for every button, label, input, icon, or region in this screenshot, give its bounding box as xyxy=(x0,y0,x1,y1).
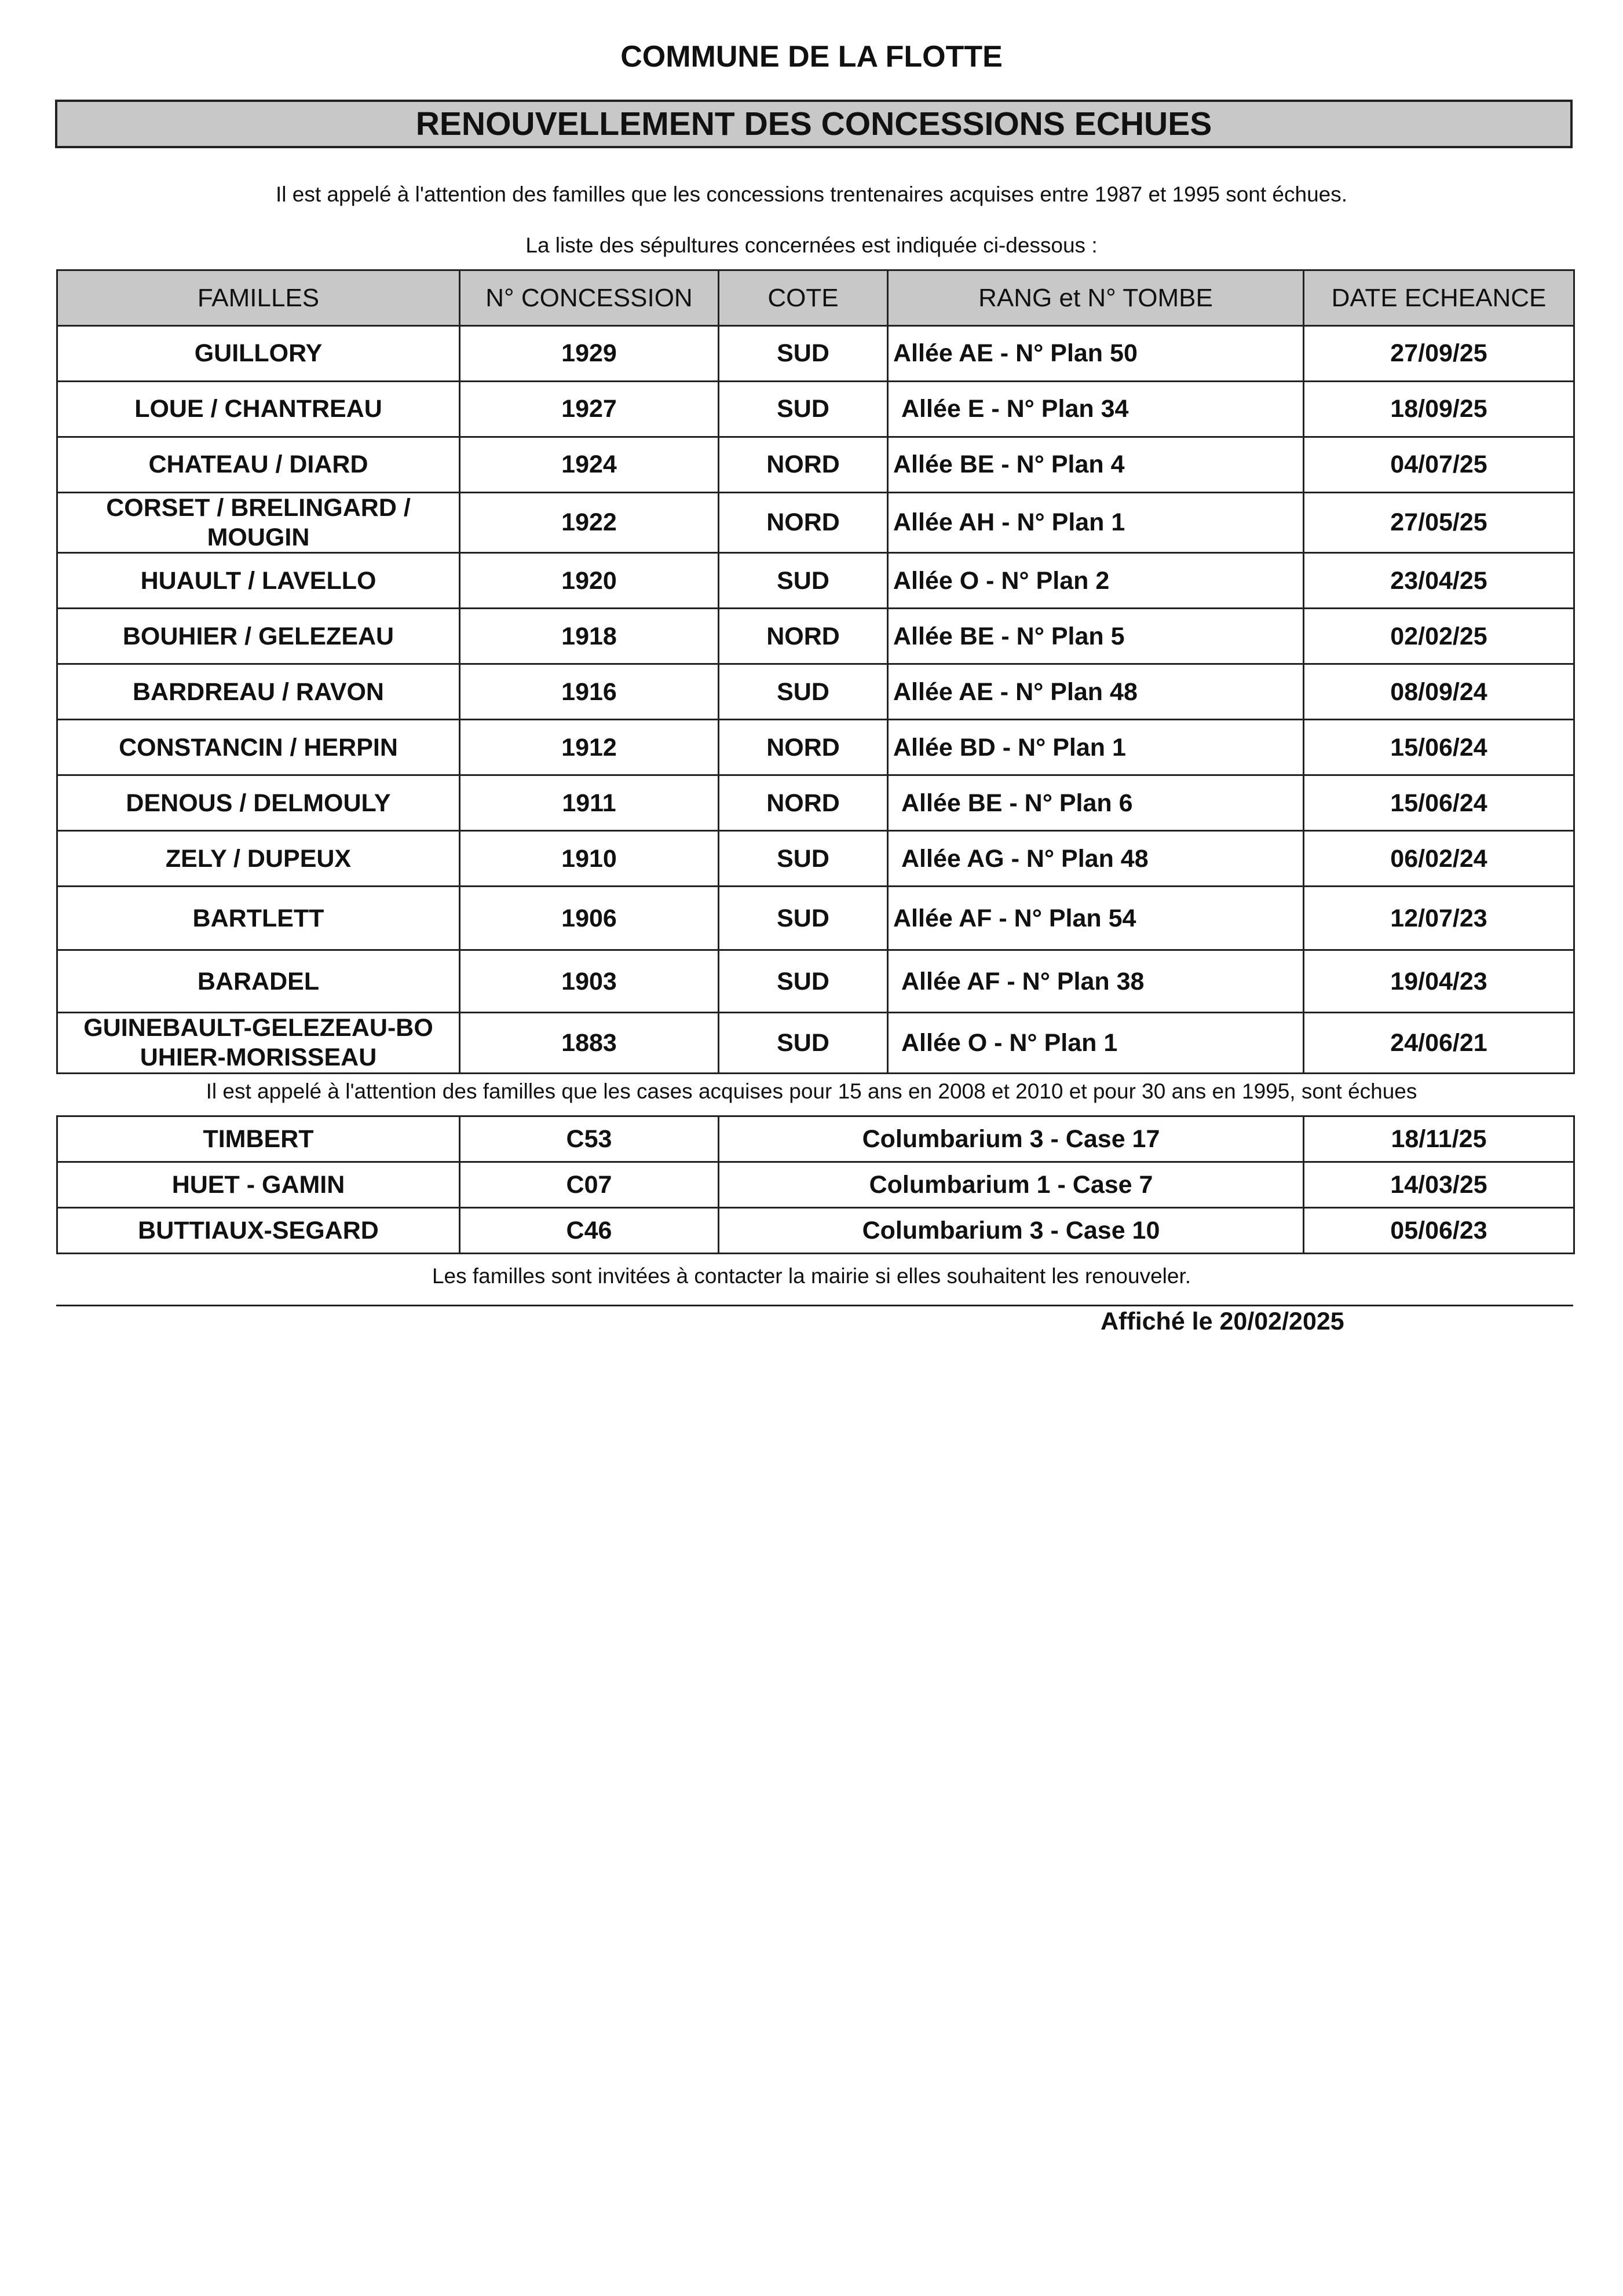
concession-number-cell: 1929 xyxy=(460,326,719,382)
date-echeance-cell: 15/06/24 xyxy=(1304,775,1574,831)
table-row xyxy=(57,1013,1574,1073)
concession-number-cell: 1911 xyxy=(460,775,719,831)
cote-cell: NORD xyxy=(719,775,888,831)
date-echeance-cell: 05/06/23 xyxy=(1304,1208,1574,1254)
table-row xyxy=(57,493,1574,553)
rang-tombe-cell: Allée BE - N° Plan 5 xyxy=(888,609,1304,664)
case-number-cell: C07 xyxy=(460,1162,719,1208)
family-cell: BARTLETT xyxy=(57,887,460,950)
case-number-cell: C53 xyxy=(460,1116,719,1162)
table-row xyxy=(57,1162,1574,1208)
cote-cell: NORD xyxy=(719,437,888,493)
document-title-banner xyxy=(55,100,1573,148)
cote-cell: NORD xyxy=(719,720,888,775)
concessions-header-row xyxy=(57,270,1574,326)
cote-cell: NORD xyxy=(719,609,888,664)
rang-tombe-cell: Allée AE - N° Plan 48 xyxy=(888,664,1304,720)
family-cell: CONSTANCIN / HERPIN xyxy=(57,720,460,775)
concession-number-cell: 1918 xyxy=(460,609,719,664)
table-row xyxy=(57,664,1574,720)
concession-number-cell: 1916 xyxy=(460,664,719,720)
concession-number-cell: 1927 xyxy=(460,382,719,437)
table-row xyxy=(57,775,1574,831)
table-row xyxy=(57,720,1574,775)
table-row xyxy=(57,382,1574,437)
concession-number-cell: 1924 xyxy=(460,437,719,493)
date-echeance-cell: 04/07/25 xyxy=(1304,437,1574,493)
family-cell: TIMBERT xyxy=(57,1116,460,1162)
column-header-cote: COTE xyxy=(719,270,888,326)
concession-number-cell: 1912 xyxy=(460,720,719,775)
case-number-cell: C46 xyxy=(460,1208,719,1254)
rang-tombe-cell: Allée AG - N° Plan 48 xyxy=(888,831,1304,887)
table-row xyxy=(57,326,1574,382)
concessions-table xyxy=(56,269,1575,1074)
posted-date: Affiché le 20/02/2025 xyxy=(1101,1308,1344,1335)
family-cell: CHATEAU / DIARD xyxy=(57,437,460,493)
family-cell: HUET - GAMIN xyxy=(57,1162,460,1208)
cote-cell: SUD xyxy=(719,382,888,437)
rang-tombe-cell: Allée O - N° Plan 1 xyxy=(888,1013,1304,1073)
table-row xyxy=(57,1116,1574,1162)
rang-tombe-cell: Allée O - N° Plan 2 xyxy=(888,553,1304,609)
column-header-familles: FAMILLES xyxy=(57,270,460,326)
table-row xyxy=(57,553,1574,609)
cote-cell: SUD xyxy=(719,326,888,382)
footer-divider xyxy=(56,1305,1573,1306)
intro-line-1: Il est appelé à l'attention des familles que les concessions trentenaires acquises entre 1987 et 1995 sont échues. xyxy=(276,182,1347,206)
rang-tombe-cell: Allée BD - N° Plan 1 xyxy=(888,720,1304,775)
rang-tombe-cell: Allée BE - N° Plan 6 xyxy=(888,775,1304,831)
date-echeance-cell: 06/02/24 xyxy=(1304,831,1574,887)
rang-tombe-cell: Allée AF - N° Plan 38 xyxy=(888,950,1304,1013)
columbarium-location-cell: Columbarium 3 - Case 10 xyxy=(719,1208,1304,1254)
concession-number-cell: 1906 xyxy=(460,887,719,950)
columbarium-location-cell: Columbarium 1 - Case 7 xyxy=(719,1162,1304,1208)
rang-tombe-cell: Allée AF - N° Plan 54 xyxy=(888,887,1304,950)
family-cell: GUILLORY xyxy=(57,326,460,382)
column-header-date-echeance: DATE ECHEANCE xyxy=(1304,270,1574,326)
family-cell: BARDREAU / RAVON xyxy=(57,664,460,720)
concession-number-cell: 1920 xyxy=(460,553,719,609)
cote-cell: SUD xyxy=(719,664,888,720)
date-echeance-cell: 23/04/25 xyxy=(1304,553,1574,609)
column-header-concession: N° CONCESSION xyxy=(460,270,719,326)
concession-number-cell: 1922 xyxy=(460,493,719,553)
family-cell: GUINEBAULT-GELEZEAU-BOUHIER-MORISSEAU xyxy=(57,1013,460,1073)
table-row xyxy=(57,609,1574,664)
family-cell: HUAULT / LAVELLO xyxy=(57,553,460,609)
concession-number-cell: 1903 xyxy=(460,950,719,1013)
date-echeance-cell: 12/07/23 xyxy=(1304,887,1574,950)
intro-line-2: La liste des sépultures concernées est indiquée ci-dessous : xyxy=(525,233,1098,257)
date-echeance-cell: 02/02/25 xyxy=(1304,609,1574,664)
rang-tombe-cell: Allée AE - N° Plan 50 xyxy=(888,326,1304,382)
family-cell: DENOUS / DELMOULY xyxy=(57,775,460,831)
table-row xyxy=(57,437,1574,493)
family-cell: BARADEL xyxy=(57,950,460,1013)
columbarium-location-cell: Columbarium 3 - Case 17 xyxy=(719,1116,1304,1162)
cote-cell: NORD xyxy=(719,493,888,553)
columbarium-notice: Il est appelé à l'attention des familles que les cases acquises pour 15 ans en 2008 et 2010 et pour 30 ans en 1995, sont échues xyxy=(206,1079,1417,1103)
family-cell: ZELY / DUPEUX xyxy=(57,831,460,887)
family-cell: CORSET / BRELINGARD / MOUGIN xyxy=(57,493,460,553)
table-row xyxy=(57,1208,1574,1254)
date-echeance-cell: 18/11/25 xyxy=(1304,1116,1574,1162)
date-echeance-cell: 15/06/24 xyxy=(1304,720,1574,775)
concession-number-cell: 1883 xyxy=(460,1013,719,1073)
table-row xyxy=(57,831,1574,887)
commune-title: COMMUNE DE LA FLOTTE xyxy=(620,40,1003,74)
family-cell: LOUE / CHANTREAU xyxy=(57,382,460,437)
renewal-invitation: Les familles sont invitées à contacter la mairie si elles souhaitent les renouveler. xyxy=(432,1264,1191,1288)
date-echeance-cell: 27/09/25 xyxy=(1304,326,1574,382)
table-row xyxy=(57,887,1574,950)
date-echeance-cell: 24/06/21 xyxy=(1304,1013,1574,1073)
cote-cell: SUD xyxy=(719,553,888,609)
rang-tombe-cell: Allée BE - N° Plan 4 xyxy=(888,437,1304,493)
cote-cell: SUD xyxy=(719,887,888,950)
column-header-rang-tombe: RANG et N° TOMBE xyxy=(888,270,1304,326)
date-echeance-cell: 08/09/24 xyxy=(1304,664,1574,720)
columbarium-table xyxy=(56,1115,1575,1254)
rang-tombe-cell: Allée AH - N° Plan 1 xyxy=(888,493,1304,553)
document-title: RENOUVELLEMENT DES CONCESSIONS ECHUES xyxy=(415,105,1212,142)
cote-cell: SUD xyxy=(719,950,888,1013)
table-row xyxy=(57,950,1574,1013)
date-echeance-cell: 14/03/25 xyxy=(1304,1162,1574,1208)
concession-number-cell: 1910 xyxy=(460,831,719,887)
family-cell: BOUHIER / GELEZEAU xyxy=(57,609,460,664)
rang-tombe-cell: Allée E - N° Plan 34 xyxy=(888,382,1304,437)
family-cell: BUTTIAUX-SEGARD xyxy=(57,1208,460,1254)
date-echeance-cell: 19/04/23 xyxy=(1304,950,1574,1013)
date-echeance-cell: 18/09/25 xyxy=(1304,382,1574,437)
cote-cell: SUD xyxy=(719,831,888,887)
date-echeance-cell: 27/05/25 xyxy=(1304,493,1574,553)
cote-cell: SUD xyxy=(719,1013,888,1073)
